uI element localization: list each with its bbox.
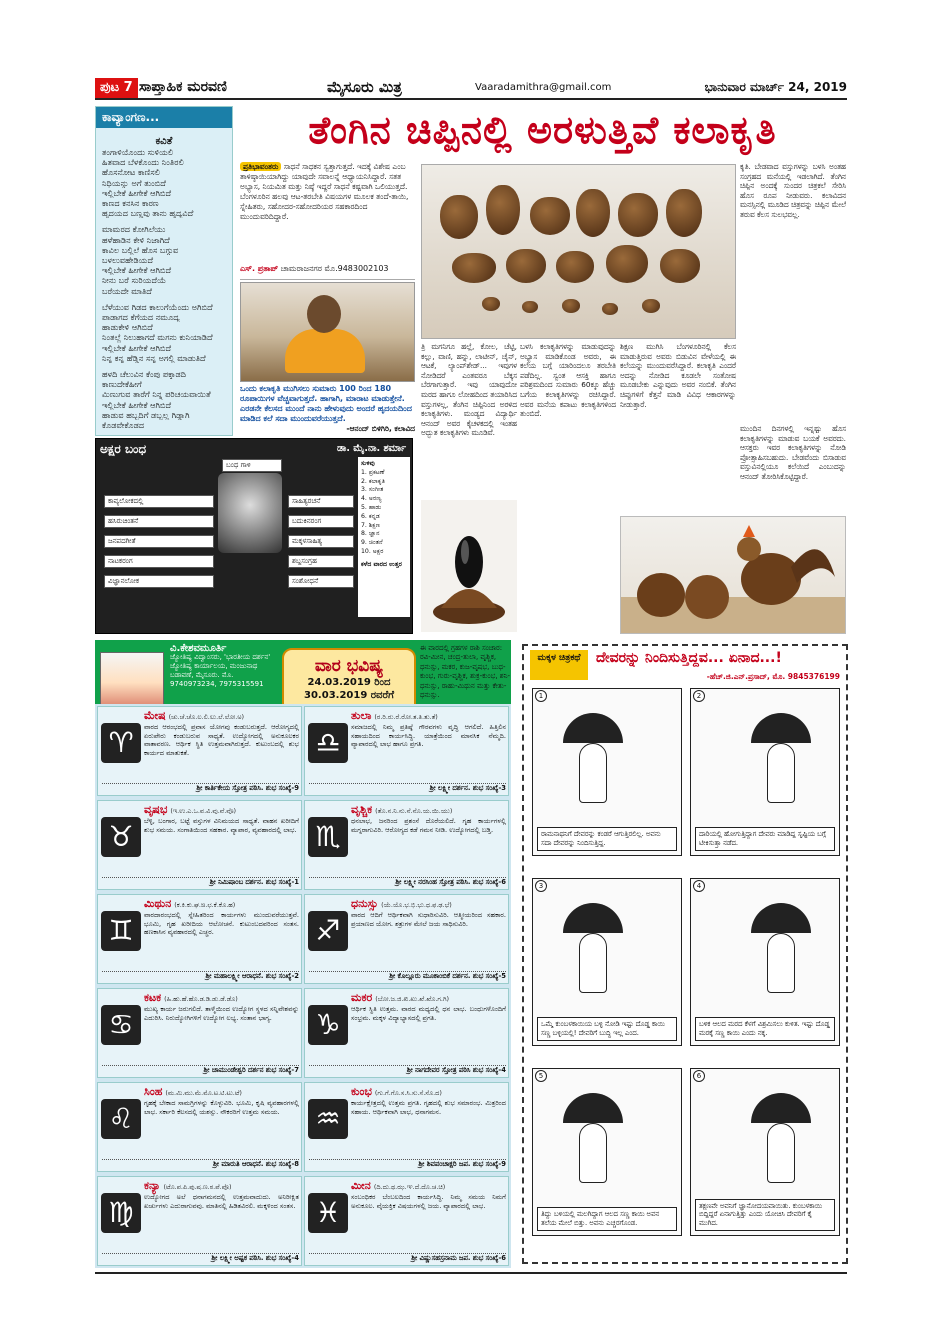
zodiac-letters: (ಬೋ.ಜ.ಜಿ.ಖಿ.ಖು.ಖೆ.ಖೊ.ಗ.ಗಿ): [375, 995, 450, 1003]
article-column-4: ಕೃತಿ. ಬೇಡವಾದ ವಸ್ತುಗಳನ್ನು ಬಳಸಿ ಅಂತಹ ಸಂಗ್ರಹದ ಮನೆಯಲ್ಲಿ ಇಡಲಾಗಿದೆ. ತೆಂಗಿನ ಚಿಪ್ಪಿನ ಅಂದಕ್ಕೆ ಸುಂದರ ಚಿತ್ರಕಲೆ ಸೇರಿಸಿ ಹೊಸ ರೂಪ ನೀಡುವರು. ಕಲಾವಿದನ ಮನಸ್ಸಿನಲ್ಲಿ ಮೂಡಿದ ಚಿತ್ರವನ್ನು ಚಿಪ್ಪಿನ ಮೇಲೆ ತರುವ ಕೆಲಸ ಸುಲಭವಲ್ಲ.: [740, 162, 846, 219]
zodiac-symbol-icon: ♏: [308, 817, 348, 857]
zodiac-prediction: ಸಂಬಂಧಿಕರ ಬೆಂಬಲದಿಂದ ಕಾರ್ಯಸಿದ್ಧಿ. ನಿಮ್ಮ ಸಮಯ ನಿಮಗೆ ಅನುಕೂಲ. ವೈಯಕ್ತಿಕ ವಿಷಯಗಳಲ್ಲಿ ಜಯ. ವ್ಯಾಪಾರದಲ್ಲಿ ಲಾಭ.: [351, 1193, 506, 1210]
issue-date: ಭಾನುವಾರ ಮಾರ್ಚ್ 24, 2019: [704, 80, 847, 94]
panel-number: 4: [693, 880, 705, 892]
poem-line: ಹಳೆಹಾಡಿನ ಕೇಳಿ ನಿಜಾಗಿದೆ: [102, 234, 170, 245]
astrologer-details: ಜ್ಯೋತಿಷ್ಯ ವಿದ್ವಾಂಸರು, 'ಭಾರತೀಯ ದರ್ಶನ' ಜ್ಯೋತಿಷ್ಯ ಕಾರ್ಯಾಲಯ, ಮಂಜುನಾಥ ಬಡಾವಣೆ, ಮೈಸೂರು. ಮೊ. 9740973234, 7975315591: [170, 653, 271, 688]
zodiac-prediction: ಧನಲಾಭ, ಜನರಿಂದ ಪ್ರಶಂಸೆ ದೊರೆಯಲಿದೆ. ಗೃಹ ಕಾರ್ಯಗಳಲ್ಲಿ ಮಗ್ನರಾಗುವಿರಿ. ಆರೋಗ್ಯದ ಕಡೆ ಗಮನ ನೀಡಿ. ಉದ್ಯೋಗದಲ್ಲಿ ಬಡ್ತಿ.: [351, 817, 506, 834]
umbrella-icon: [563, 903, 623, 933]
poem-line: ಕಾಣುದೇಕೆಹೀಗೆ: [102, 379, 142, 390]
puzzle-clue: 10. ಅಕ್ಷರ: [361, 547, 384, 555]
zodiac-name: ಕಟಕ (ಹಿ.ಹು.ಹೆ.ಹೊ.ಡ.ಡಿ.ಡು.ಡೆ.ಡೊ): [144, 991, 238, 1004]
puzzle-cell[interactable]: ಮಕ್ಕಳಸಾಹಿತ್ಯ: [288, 535, 354, 548]
poem-line: ಇಲ್ಲಿಬೇಕೆ ಹೀಗೇಕೆ ಆಗಿಬಿದೆ: [102, 187, 172, 198]
zodiac-card: [97, 1082, 302, 1172]
zodiac-remedy: ಶ್ರೀ ನಾಗದೇವರ ಸ್ತೋತ್ರ ಪಠಿಸಿ ಶುಭ ಸಂಖ್ಯೆ-4: [309, 1065, 506, 1075]
zodiac-prediction: ಗೃಹಕ್ಕೆ ಬೇಕಾದ ಸಾಮಗ್ರಿಗಳನ್ನು ಕೊಳ್ಳುವಿರಿ. ಭೂಮಿ, ಕೃಷಿ ವ್ಯವಹಾರಗಳಲ್ಲಿ ಲಾಭ. ಸರ್ಕಾರಿ ಕೆಲಸದಲ್ಲಿ ಯಶಸ್ಸು. ನೌಕರರಿಗೆ ಉತ್ತಮ ಸಮಯ.: [144, 1099, 299, 1116]
zodiac-symbol-icon: ♌: [101, 1099, 141, 1139]
puzzle-clue: 6. ಕನ್ನಡ: [361, 512, 380, 520]
zodiac-card: [97, 706, 302, 796]
panel-caption: ತಿದ್ದು ಬಳಿಯಲ್ಲಿ ಮಲಗಿದ್ದಾಗ ಆಲದ ಸಣ್ಣ ಕಾಯಿ ಅವನ ತಲೆಯ ಮೇಲೆ ಬಿತ್ತು. ಅವನು ಎಚ್ಚರಗೊಂಡ.: [537, 1207, 677, 1231]
zodiac-card: [97, 800, 302, 890]
zodiac-letters: (ಗು.ಗೆ.ಗೊ.ಸ.ಸಿ.ಸು.ಸೆ.ಸೊ.ದ): [374, 1089, 442, 1097]
zodiac-letters: (ಟೊ.ಪ.ಪಿ.ಪು.ಷ.ಣ.ಠ.ಪೆ.ಪೊ): [163, 1183, 232, 1191]
article-column-1: ತ್ರಿ ಮಗನಿಗೂ ಹಲ್ಲೆ, ಕೋಲ, ಚೆಟ್ಟಿ, ಕಲ್ಲು, ವಾಣಿ, ಹನ್ನು, ಲಾಟೀನ್, ಚೈನ್, ಆಟಕೆ, ಲ್ಯಾಂಪ್‌ಶೇಡ್... ಇವುಗಳ ನೋಡಿದರೆ ಎಂತವರೂ ಬೆಕ್ಕಸ ಬೆರಗಾಗುತ್ತಾರೆ. ಇವು ಯಾವುದೋ ಮರದ ಹಾಗೂ ಲೋಹದಿಂದ ತಯಾರಿಸಿದ ವಸ್ತುಗಳಲ್ಲ, ತೆಂಗಿನ ಚಿಪ್ಪಿನಿಂದ ಅರಳಿದ ಕಲಾಕೃತಿಗಳು. ಮಂಡ್ಯದ ವಿದ್ಯಾರ್ಥಿ ಆನಂದ್ ಅವರ ಕೈಚಳಕದಲ್ಲಿ ಇಂತಹ ಅದ್ಭುತ ಕಲಾಕೃತಿಗಳು ಮೂಡಿವೆ.: [421, 342, 517, 438]
page-number: ಪುಟ 7: [95, 78, 138, 98]
panel-caption: ದಾರಿಯಲ್ಲಿ ಹೋಗುತ್ತಿದ್ದಾಗ ದೇವರು ಮಾಡಿದ್ದ ಸೃಷ್ಟಿಯ ಬಗ್ಗೆ ಟೀಕಿಸುತ್ತಾ ನಡೆದ.: [695, 827, 835, 851]
poem-line: ನೀನು ಬರೆ ಸುರಿಯದೆಯೆ: [102, 275, 167, 286]
quote-author: -ಆನಂದ್ ಬಿಳಿಗಿರಿ, ಕಲಾವಿದ: [346, 424, 415, 433]
umbrella-icon: [751, 903, 811, 933]
artist-quote: [240, 384, 415, 436]
puzzle-cell[interactable]: ಬದುಕಿನರಂಗ: [288, 515, 354, 528]
umbrella-icon: [751, 713, 811, 743]
puzzle-clue: 8. ಜ್ಞಾನ: [361, 530, 380, 538]
comic-title: ದೇವರನ್ನು ನಿಂದಿಸುತ್ತಿದ್ದವ... ಏನಾದ...!: [596, 650, 782, 666]
poem-line: ಇಲ್ಲಿಬೇಕೆ ಹೀಗೇಕೆ ಆಗಿಬಿದೆ: [102, 342, 172, 353]
rooster-craft-photo: [620, 516, 846, 634]
poem-line: ಬಳಲುವಹೇಡಿಯದೆ: [102, 255, 154, 266]
puzzle-cell[interactable]: ಸಾಹಿತ್ಯರಚನೆ: [288, 495, 354, 508]
horoscope-date-from: 24.03.2019 ರಿಂದ: [307, 677, 391, 688]
panel-caption: ಬಳಿಕ ಆಲದ ಮರದ ಕೆಳಗೆ ವಿಶ್ರಮಿಸಲು ಕುಳಿತ. ಇಷ್ಟು ದೊಡ್ಡ ಮರಕ್ಕೆ ಸಣ್ಣ ಕಾಯಿ ಎಂದು ನಕ್ಕ.: [695, 1017, 835, 1041]
puzzle-clue: 9. ಚಿಂತನೆ: [361, 539, 383, 547]
comic-panel: [532, 1068, 682, 1236]
artist-photo: [240, 282, 415, 382]
zodiac-prediction: ವಾರದ ಆದಿಗೆ ಆರ್ಥಿಕವಾಗಿ ಸುಧಾರಿಸುವಿರಿ. ಆತ್ಮೀಯರಿಂದ ಸಹಕಾರ. ಪ್ರಯಾಣದ ಯೋಗ. ಶತ್ರುಗಳ ಮೇಲೆ ಜಯ ಸಾಧಿಸುವಿರಿ.: [351, 911, 506, 928]
umbrella-icon: [563, 713, 623, 743]
comic-panel: [690, 878, 840, 1046]
panel-caption: ರಾಮನಾಥನಿಗೆ ದೇವರನ್ನು ಕಂಡರೆ ಆಗುತ್ತಿರಲಿಲ್ಲ. ಅವನು ಸದಾ ದೇವರನ್ನು ನಿಂದಿಸುತ್ತಿದ್ದ.: [537, 827, 677, 851]
zodiac-prediction: ಕಾರ್ಯಕ್ಷೇತ್ರದಲ್ಲಿ ಉತ್ತಮ ಪ್ರಗತಿ. ಗೃಹದಲ್ಲಿ ಶುಭ ಸಮಾರಂಭ. ಮಿತ್ರರಿಂದ ಸಹಾಯ. ಆರ್ಥಿಕವಾಗಿ ಲಾಭ, ಧನಾಗಮನ.: [351, 1099, 506, 1116]
poem-section-title: ಕಾವ್ಯಾಂಗಣ...: [96, 107, 232, 128]
zodiac-symbol-icon: ♐: [308, 911, 348, 951]
puzzle-title: ಅಕ್ಷರ ಬಂಧ: [100, 442, 147, 456]
puzzle-cell[interactable]: ಸಂಶೋಧನೆ: [288, 575, 354, 588]
zodiac-remedy: ಶ್ರೀ ಲಕ್ಷ್ಮೀ ನರಸಿಂಹ ಸ್ತೋತ್ರ ಪಠಿಸಿ. ಶುಭ ಸಂಖ್ಯೆ-6: [309, 877, 506, 887]
puzzle-cell[interactable]: ಹಸಿರುಚಿಂತನೆ: [104, 515, 214, 528]
poem-box: [95, 106, 233, 436]
puzzle-clue: ಸುಳಿವು: [361, 460, 375, 467]
man-figure-icon: [767, 743, 795, 803]
word-puzzle: [95, 438, 413, 634]
puzzle-clue: 2. ಕಲಾಕೃತಿ: [361, 477, 386, 485]
zodiac-prediction: ವಾರದಾರಂಭದಲ್ಲಿ ಸ್ನೇಹಿತರಿಂದ ಕಾರ್ಯಗಳು ಮುಂದುವರೆಯುತ್ತವೆ. ಭೂಮಿ, ಗೃಹ ಖರೀದಿಯ ಆಲೋಚನೆ. ಕುಟುಂಬದವರಿಂದ ಸಂತಸ. ಹಣಕಾಸಿನ ವ್ಯವಹಾರದಲ್ಲಿ ಎಚ್ಚರ.: [144, 911, 299, 937]
zodiac-remedy: ಶ್ರೀ ಲಕ್ಷ್ಮೀ ಅಷ್ಟಕ ಪಠಿಸಿ. ಶುಭ ಸಂಖ್ಯೆ-4: [102, 1253, 299, 1263]
zodiac-remedy: ಶ್ರೀ ಮಾರುತಿ ಆರಾಧನೆ. ಶುಭ ಸಂಖ್ಯೆ-8: [102, 1159, 299, 1169]
puzzle-author: ಡಾ. ಮೈ.ನಾ. ಶರ್ಮಾ: [336, 443, 406, 454]
puzzle-cell[interactable]: ಶಬ್ದಸಂಗ್ರಹ: [288, 555, 354, 568]
poem-line: ಹಾಡುವ ಹಬ್ಬದಿಗೆ ಡಬ್ಬಲ್ಲ ಗಿಡ್ಡಾಗಿ: [102, 409, 190, 420]
zodiac-name: ಮೀನ (ದಿ.ದು.ಥ.ಝ.ಞ.ದೆ.ದೊ.ಚ.ಚಿ): [351, 1179, 446, 1192]
zodiac-prediction: ವಾರದ ಆರಂಭದಲ್ಲಿ ಪ್ರವಾಸ ಯೋಗವು ಕಂಡುಬರುತ್ತದೆ. ಆರೋಗ್ಯದಲ್ಲಿ ಏರುಪೇರು ಕಂಡುಬರುವ ಸಾಧ್ಯತೆ. ಉದ್ಯೋಗದಲ್ಲಿ ಅನುಕೂಲಕರ ವಾತಾವರಣ. ಆರ್ಥಿಕ ಸ್ಥಿತಿ ಉತ್ತಮವಾಗಿರುತ್ತದೆ. ಕುಟುಂಬದಲ್ಲಿ ಶುಭ ಕಾರ್ಯದ ಮಾತುಕತೆ.: [144, 723, 299, 757]
man-figure-icon: [579, 933, 607, 993]
planet-transit-note: ಈ ವಾರದಲ್ಲಿ ಗ್ರಹಗಳ ರಾಶಿ ಸಂಚಾರ: ರವಿ-ಮೀನ, ಚಂದ್ರ-ತುಲಾ, ವೃಶ್ಚಿಕ, ಧನುಸ್ಸು, ಮಕರ, ಕುಜ-ವೃಷಭ, ಬುಧ-ಕುಂಭ, ಗುರು-ವೃಶ್ಚಿಕ, ಶುಕ್ರ-ಕುಂಭ, ಶನಿ-ಧನುಸ್ಸು, ರಾಹು-ಮಿಥುನ ಮತ್ತು ಕೇತು-ಧನುಸ್ಸು.: [420, 644, 511, 700]
puzzle-cell[interactable]: ಬಂಧ ಗಾಳಿ: [222, 459, 282, 472]
zodiac-card: [304, 706, 509, 796]
zodiac-name: ಕನ್ಯಾ (ಟೊ.ಪ.ಪಿ.ಪು.ಷ.ಣ.ಠ.ಪೆ.ಪೊ): [144, 1179, 232, 1192]
zodiac-card: [97, 988, 302, 1078]
zodiac-symbol-icon: ♈: [101, 723, 141, 763]
poem-line: ನಿನ್ನ ಕನ್ನ ಹೆಡ್ಡಿನ ಸನ್ನ ಅಗಲ್ಲಿ ಮಾಡುತಿದೆ: [102, 352, 206, 363]
byline-place: ಚಾಮರಾಜನಗರ ಮೊ.9483002103: [280, 264, 389, 273]
intro-text: ಸಾಧನೆ ಸಾಧಕನ ಸ್ವತ್ತಾಗುತ್ತದೆ. ಇದಕ್ಕೆ ವಿಶೇಷ ಎಂಬ ತಾಳಿಷ್ಠಾಯಿಯಾಗಿದ್ದು ಯಾವುದೇ ಸವಾಲನ್ನೆ ಆಧ್ಯಾಯನಿಸಿದ್ದಾರೆ. ಸತತ ಅಭ್ಯಾಸ, ನಿಯಮಿತ ಮತ್ತು ನಿಷ್ಠೆ ಇದ್ದರೆ ಸಾಧನೆ ಕಷ್ಟವಾಗಿ ಒಲಿಯುತ್ತದೆ. ಬೆಂಗಳೂರಿನ ಹಲವು ಆಟ-ತರಬೇತಿ ವಿಷಯಗಳ ಮೂಲಕ ತಂದೆ-ತಾಯಿ, ಸ್ನೇಹಿತರು, ಸಹೋದರ-ಸಹೋದರಿಯರ ಸಹಕಾರದಿಂದ ಮುಂದುವರಿದಿದ್ದಾರೆ.: [240, 162, 409, 221]
comic-label: ಮಕ್ಕಳ ಚಿತ್ರಕಥೆ: [530, 650, 588, 680]
zodiac-prediction: ಸಮಾಜದಲ್ಲಿ ನಿಮ್ಮ ಪ್ರತಿಷ್ಠೆ ಗೌರವಗಳು ವೃದ್ಧಿ ಆಗಲಿದೆ. ಹಿತ್ತಿಲಿನ ಸಹಾಯದಿಂದ ಕಾರ್ಯಸಿದ್ಧಿ. ಯಾತ್ರೆಯಿಂದ ಮಾನಸಿಕ ನೆಮ್ಮದಿ. ವ್ಯಾಪಾರದಲ್ಲಿ ಲಾಭ ಹಾಗೂ ಪ್ರಗತಿ.: [351, 723, 506, 749]
poem-line: ಇಲ್ಲಿಬೇಕೆ ಹೀಗೇಕೆ ಆಗಿಬಿದೆ: [102, 399, 172, 410]
poem-line: ಹಾಡುಕೇಳಿ ಆಗಿಬಿದೆ: [102, 322, 153, 333]
panel-number: 2: [693, 690, 705, 702]
poem-line: ನಿಂತಲ್ಲೆ ನಿಲುಹಾಗದೆ ಮಗನು ಕುನಿಯಾಡಿದೆ: [102, 332, 213, 343]
section-name: ಸಾಪ್ತಾಹಿಕ ಮರವಣಿ: [139, 79, 227, 95]
zodiac-name: ವೃಶ್ಚಿಕ (ತೊ.ನ.ನಿ.ನು.ನೆ.ನೊ.ಯ.ಯಿ.ಯು): [351, 803, 453, 816]
comic-panel: [532, 878, 682, 1046]
zodiac-letters: (ದಿ.ದು.ಥ.ಝ.ಞ.ದೆ.ದೊ.ಚ.ಚಿ): [373, 1183, 446, 1191]
article-byline: [240, 264, 415, 280]
astrologer-name: ವಿ.ಕೇಶವಮೂರ್ತಿ: [170, 643, 227, 654]
zodiac-remedy: ಶ್ರೀ ಚಾಮುಂಡೇಶ್ವರಿ ದರ್ಶನ ಶುಭ ಸಂಖ್ಯೆ-7: [102, 1065, 299, 1075]
puzzle-footer: ಕಳೆದ ವಾರದ ಉತ್ತರ: [361, 560, 402, 568]
zodiac-prediction: ಆರ್ಥಿಕ ಸ್ಥಿತಿ ಉತ್ತಮ. ವಾರದ ಮಧ್ಯದಲ್ಲಿ ಧನ ಲಾಭ. ಬಂಧುಗಳೊಂದಿಗೆ ಸಂಭ್ರಮ. ಮಕ್ಕಳ ವಿದ್ಯಾಭ್ಯಾಸದಲ್ಲಿ ಪ್ರಗತಿ.: [351, 1005, 506, 1022]
zodiac-name: ಮಕರ (ಬೋ.ಜ.ಜಿ.ಖಿ.ಖು.ಖೆ.ಖೊ.ಗ.ಗಿ): [351, 991, 450, 1004]
zodiac-name: ಧನುಸ್ಸು (ಯೆ.ಯೊ.ಭ.ಭಿ.ಭು.ಧ.ಫ.ಢ.ಭೆ): [351, 897, 452, 910]
zodiac-remedy: ಶ್ರೀ ಮಹಾಲಕ್ಷ್ಮೀ ಆರಾಧನೆ. ಶುಭ ಸಂಖ್ಯೆ-2: [102, 971, 299, 981]
zodiac-letters: (ತೊ.ನ.ನಿ.ನು.ನೆ.ನೊ.ಯ.ಯಿ.ಯು): [375, 807, 453, 815]
comic-author: -ಹೆಚ್.ಜಿ.ಎನ್.ಪ್ರಸಾದ್, ಮೊ. 9845376199: [706, 672, 840, 681]
zodiac-name: ಸಿಂಹ (ಮ.ಮಿ.ಮು.ಮೆ.ಮೊ.ಟ.ಟಿ.ಟು.ಟೆ): [144, 1085, 242, 1098]
poem-line: ಕಾವಿಲ ಬಲ್ಲಿಲೆ ಹೊಸ ಬಗ್ಗುವ: [102, 244, 179, 255]
lamp-craft-photo: [421, 500, 517, 632]
zodiac-letters: (ಕ.ಕಿ.ಕು.ಘ.ಙ.ಛ.ಕೆ.ಕೊ.ಹ): [174, 901, 236, 909]
man-figure-icon: [579, 743, 607, 803]
zodiac-letters: (ಇ.ಉ.ಎ.ಒ.ವ.ವಿ.ವು.ವೆ.ವೊ): [170, 807, 237, 815]
poem-line: ಬೆಳೆಯುವ ಗಿಡದ ಕಾಲುಗೆಯೆಂದು ಅಗಿಬಿದೆ: [102, 301, 213, 312]
zodiac-prediction: ಮುಖ್ಯ ಕಾರ್ಯ ಜರುಗಲಿದೆ. ತಾಳ್ಮೆಯಿಂದ ಉದ್ಯೋಗ ಸ್ಥಳದ ಸನ್ನಿವೇಶವನ್ನು ಎದುರಿಸಿ. ನಿರುದ್ಯೋಗಿಗಳಿಗೆ ಉದ್ಯೋಗ ಲಭ್ಯ. ಸಂತಾನ ಭಾಗ್ಯ.: [144, 1005, 299, 1022]
kids-comic-strip: [522, 644, 848, 1264]
zodiac-card: [97, 1176, 302, 1266]
zodiac-grid: [95, 704, 511, 1268]
zodiac-symbol-icon: ♊: [101, 911, 141, 951]
zodiac-prediction: ಬೆಳ್ಳಿ, ಬಂಗಾರ, ಬಟ್ಟೆ ವಸ್ತುಗಳ ವಿನಿಮಯದ ಸಾಧ್ಯತೆ. ವಾಹನ ಖರೀದಿಗೆ ಶುಭ ಸಮಯ. ಸಂಗಾತಿಯಿಂದ ಸಹಕಾರ. ವ್ಯಾಪಾರ, ವ್ಯವಹಾರದಲ್ಲಿ ಲಾಭ.: [144, 817, 299, 834]
article-column-5: ಮುಂದಿನ ದಿನಗಳಲ್ಲಿ ಇನ್ನಷ್ಟು ಹೊಸ ಕಲಾಕೃತಿಗಳನ್ನು ಮಾಡುವ ಬಯಕೆ ಅವರದು. ಆಸಕ್ತರು ಇವರ ಕಲಾಕೃತಿಗಳನ್ನು ನೋಡಿ ಪ್ರೋತ್ಸಾಹಿಸಬಹುದು. ಬೇಡವೆಂದು ಬಿಸಾಡುವ ವಸ್ತುವಿನಲ್ಲಿಯೂ ಕಲೆಯಿದೆ ಎಂಬುದನ್ನು ಆನಂದ್ ತೋರಿಸಿಕೊಟ್ಟಿದ್ದಾರೆ.: [740, 424, 846, 481]
puzzle-clue: 7. ಶಿಕ್ಷಣ: [361, 521, 381, 529]
poem-line: ಇಲ್ಲಿಬೇಕೆ ಹೀಗೇಕೆ ಆಗಿಬಿದೆ: [102, 265, 172, 276]
intro-tag: ಪ್ರತಿಭಾವಂತರು: [240, 162, 281, 171]
puzzle-clue: 3. ಸಂಗೀತ: [361, 486, 384, 494]
zodiac-name: ಮೇಷ (ಚು.ಚೆ.ಚೊ.ಲ.ಲಿ.ಲು.ಲೆ.ಲೋ.ಅ): [144, 709, 245, 722]
panel-number: 6: [693, 1070, 705, 1082]
zodiac-symbol-icon: ♍: [101, 1193, 141, 1233]
horoscope-date-to: 30.03.2019 ರವರೆಗೆ: [304, 690, 394, 701]
zodiac-letters: (ಯೆ.ಯೊ.ಭ.ಭಿ.ಭು.ಧ.ಫ.ಢ.ಭೆ): [381, 901, 452, 909]
zodiac-remedy: ಶ್ರೀ ಕೊಲ್ಲೂರು ಮೂಕಾಂಬಿಕೆ ದರ್ಶನ. ಶುಭ ಸಂಖ್ಯೆ-5: [309, 971, 506, 981]
zodiac-remedy: ಶ್ರೀ ಲಕ್ಷ್ಮೀ ದರ್ಶನ. ಶುಭ ಸಂಖ್ಯೆ-3: [309, 783, 506, 793]
zodiac-symbol-icon: ♉: [101, 817, 141, 857]
zodiac-prediction: ಉದ್ಯೋಗದ ಅಲೆ ಧನಾಗಮನದಲ್ಲಿ ಉತ್ತಮವಾದುದು. ಅನಿರೀಕ್ಷಿತ ಖರ್ಚುಗಳು ಎದುರಾಗುವವು. ಮಾತಿನಲ್ಲಿ ಹಿಡಿತವಿರಲಿ. ಮಕ್ಕಳಿಂದ ಸಂತಸ.: [144, 1193, 299, 1210]
poem-line: ಹೊಸನೋಟ ಕಾಣಿಸಲಿ: [102, 167, 160, 178]
puzzle-cell[interactable]: ಕಾವ್ಯಲೋಕದಲ್ಲಿ: [104, 495, 214, 508]
puzzle-clue: 5. ಹಾಡು: [361, 503, 382, 511]
article-intro: [240, 162, 415, 262]
poem-line: ತಂಗಾಳಿಯೊಂದು ಸುಳಿಯಲಿ: [102, 147, 174, 157]
zodiac-card: [304, 894, 509, 984]
puzzle-clue: 1. ಪ್ರಕಟಣೆ: [361, 468, 385, 476]
zodiac-symbol-icon: ♋: [101, 1005, 141, 1045]
zodiac-remedy: ಶ್ರೀ ನಿಮಿಷಾಂಬ ದರ್ಶನ. ಶುಭ ಸಂಖ್ಯೆ-1: [102, 877, 299, 887]
poem-line: ಪಾಡಾಗದ ಕೆಗೆಯದ ನಮೂದ್ಯ: [102, 312, 180, 323]
panel-caption: ಒಮ್ಮೆ ಕುಂಬಳಕಾಯಿಯ ಬಳ್ಳಿ ನೋಡಿ ಇಷ್ಟು ದೊಡ್ಡ ಕಾಯಿ ಸಣ್ಣ ಬಳ್ಳಿಯಲ್ಲಿ! ದೇವರಿಗೆ ಬುದ್ಧಿ ಇಲ್ಲ ಎಂದ.: [537, 1017, 677, 1041]
email-address[interactable]: Vaaradamithra@gmail.com: [475, 82, 612, 93]
poem-line: ಕಾಣದ ಕನಸಿನ ಕಾರಣ: [102, 198, 159, 209]
zodiac-name: ತುಲಾ (ರ.ರಿ.ರು.ರೆ.ರೋ.ತ.ತಿ.ತು.ತೆ): [351, 709, 438, 722]
zodiac-card: [304, 1082, 509, 1172]
footer-rule: [95, 1272, 847, 1274]
zodiac-letters: (ಚು.ಚೆ.ಚೊ.ಲ.ಲಿ.ಲು.ಲೆ.ಲೋ.ಅ): [168, 713, 245, 721]
comic-panel: [690, 688, 840, 856]
poem-line: ಬರೆಯದೇ ಮಾತಿದೆ: [102, 285, 152, 296]
article-column-2: ಬಳಸಿ ಕಲಾಕೃತಿಗಳನ್ನು ಮಾಡುವುದನ್ನು ಅಭ್ಯಾಸ ಮಾಡಿಕೊಂಡ ಅವರು, ಈ ಕಲೆಯ ಬಗ್ಗೆ ಯಾರಿಂದಲೂ ತರಬೇತಿ ಪಡೆದಿಲ್ಲ. ಸ್ವಂತ ಆಸಕ್ತಿ ಹಾಗೂ ಪರಿಶ್ರಮದಿಂದ ಸುಮಾರು 60ಕ್ಕೂ ಹೆಚ್ಚು ಬಗೆಯ ಕಲಾಕೃತಿಗಳನ್ನು ರಚಿಸಿದ್ದಾರೆ. ಅವರ ಮನೆಯ ಕಪಾಟು ಕಲಾಕೃತಿಗಳಿಂದ ತುಂಬಿದೆ.: [520, 342, 616, 419]
article-headline: ತೆಂಗಿನ ಚಿಪ್ಪಿನಲ್ಲಿ ಅರಳುತ್ತಿವೆ ಕಲಾಕೃತಿ: [308, 108, 777, 152]
puzzle-cell[interactable]: ವಿಜ್ಞಾನಲೋಕ: [104, 575, 214, 588]
zodiac-symbol-icon: ♑: [308, 1005, 348, 1045]
umbrella-icon: [751, 1093, 811, 1123]
zodiac-letters: (ಮ.ಮಿ.ಮು.ಮೆ.ಮೊ.ಟ.ಟಿ.ಟು.ಟೆ): [165, 1089, 242, 1097]
man-figure-icon: [767, 933, 795, 993]
zodiac-symbol-icon: ♒: [308, 1099, 348, 1139]
puzzle-clue: 4. ಅರಣ್ಯ: [361, 495, 382, 503]
zodiac-symbol-icon: ♎: [308, 723, 348, 763]
puzzle-cell[interactable]: ನಾಟಕರಂಗ: [104, 555, 214, 568]
zodiac-remedy: ಶ್ರೀ ಕಾರ್ತಿಕೇಯ ಸ್ತೋತ್ರ ಪಠಿಸಿ. ಶುಭ ಸಂಖ್ಯೆ-9: [102, 783, 299, 793]
panel-number: 5: [535, 1070, 547, 1082]
man-figure-icon: [579, 1123, 607, 1183]
zodiac-card: [304, 988, 509, 1078]
zodiac-letters: (ಹಿ.ಹು.ಹೆ.ಹೊ.ಡ.ಡಿ.ಡು.ಡೆ.ಡೊ): [164, 995, 238, 1003]
man-figure-icon: [767, 1123, 795, 1183]
poem-line: ನಿಧಿಯನ್ನು ಅಗೆ ತುಂಬಿದೆ: [102, 177, 166, 188]
poem-title: ಕವಿತೆ: [155, 136, 173, 147]
zodiac-name: ಕುಂಭ (ಗು.ಗೆ.ಗೊ.ಸ.ಸಿ.ಸು.ಸೆ.ಸೊ.ದ): [351, 1085, 442, 1098]
puzzle-emblem-icon: [218, 473, 282, 553]
zodiac-card: [304, 1176, 509, 1266]
zodiac-letters: (ರ.ರಿ.ರು.ರೆ.ರೋ.ತ.ತಿ.ತು.ತೆ): [374, 713, 438, 721]
zodiac-name: ಮಿಥುನ (ಕ.ಕಿ.ಕು.ಘ.ಙ.ಛ.ಕೆ.ಕೊ.ಹ): [144, 897, 236, 910]
panel-number: 3: [535, 880, 547, 892]
puzzle-clues: [358, 457, 410, 617]
poem-line: ಮಿಣುಗುವ ತಾರೆಗೆ ನಿನ್ನ ಪರಿಚಯವಾಯಿತೆ: [102, 389, 211, 400]
poem-line: ಕೊಡವೇಕೊಡದ: [102, 420, 145, 431]
poem-line: ಮಾಮರದ ಕೋಗಿಲೆಯು: [102, 224, 166, 235]
zodiac-name: ವೃಷಭ (ಇ.ಉ.ಎ.ಒ.ವ.ವಿ.ವು.ವೆ.ವೊ): [144, 803, 237, 816]
puzzle-cell[interactable]: ಜನಪದಗೀತೆ: [104, 535, 214, 548]
quote-text: ಒಂದು ಕಲಾಕೃತಿ ಮುಗಿಸಲು ಸುಮಾರು 100 ರಿಂದ 180 ರೂಪಾಯಿಗಳ ವೆಚ್ಚವಾಗುತ್ತದೆ. ಹಾಗಾಗಿ, ಮಾರಾಟ ಮಾಡುತ್ತೇನೆ. ಎರಡನೇ ಕೆಲಸದ ಮುಂದೆ ನಾನು ಹೇಳುವುದು ಅಂದರೆ ಹೃದಯದಿಂದ ಮಾಡಿದ ಕಲೆ ಸದಾ ಮುಂದುವರೆಯುತ್ತದೆ.: [240, 384, 412, 423]
byline-name: ಎಸ್. ಪ್ರತಾಪ್: [240, 264, 279, 273]
zodiac-remedy: ಶ್ರೀ ಶಿವಪಂಚಾಕ್ಷರಿ ಜಪ. ಶುಭ ಸಂಖ್ಯೆ-9: [309, 1159, 506, 1169]
poem-line: ಹಳದಿ ಚೆಲುವಿನ ಕೆಂಪು ಪಕ್ಕಾಡದಿ: [102, 369, 187, 380]
poem-body: [96, 147, 232, 436]
zodiac-card: [304, 800, 509, 890]
poem-line: ಹಿತವಾದ ಬೆಳಕೊಂದು ನಿಂತಿರಲಿ: [102, 157, 184, 168]
poem-line: ಹೃದಯದ ಬಣ್ಣವು ತಾನು ಹೃದ್ಯವಿದೆ: [102, 208, 194, 219]
panel-caption: ತಕ್ಷಣವೇ ಅವನಿಗೆ ಜ್ಞಾನೋದಯವಾಯಿತು. ಕುಂಬಳಕಾಯಿ ಬಿದ್ದಿದ್ದರೆ ಏನಾಗುತ್ತಿತ್ತು ಎಂದು ಯೋಚಿಸಿ ದೇವರಿಗೆ ಕೈ ಮುಗಿದ.: [695, 1199, 835, 1231]
zodiac-remedy: ಶ್ರೀ ವಿಷ್ಣುಸಹಸ್ರನಾಮ ಜಪ. ಶುಭ ಸಂಖ್ಯೆ-6: [309, 1253, 506, 1263]
zodiac-symbol-icon: ♓: [308, 1193, 348, 1233]
umbrella-icon: [563, 1093, 623, 1123]
panel-number: 1: [535, 690, 547, 702]
comic-panel: [690, 1068, 840, 1236]
comic-panel: [532, 688, 682, 856]
horoscope-title: ವಾರ ಭವಿಷ್ಯ: [314, 656, 384, 676]
masthead: ಮೈಸೂರು ಮಿತ್ರ: [327, 78, 402, 96]
page-header: [95, 78, 847, 100]
coconut-shell-crafts-photo: [421, 164, 736, 339]
article-column-3: ಶಿಕ್ಷಣ ಮುಗಿಸಿ ಬೆಂಗಳೂರಿನಲ್ಲಿ ಕೆಲಸ ಮಾಡುತ್ತಿರುವ ಅವರು ಬಿಡುವಿನ ವೇಳೆಯಲ್ಲಿ ಈ ಕಲೆಯನ್ನು ಮುಂದುವರೆಸಿದ್ದಾರೆ. ಕಲಾಕೃತಿ ಎಂದರೆ ಅದನ್ನು ನೋಡಿದ ಕೂಡಲೇ ಸಂತೋಷ ಮೂಡಬೇಕು ಎನ್ನುವುದು ಅವರ ನಂಬಿಕೆ. ತೆಂಗಿನ ಚಿಪ್ಪುಗಳಿಗೆ ಕೆತ್ತನೆ ಮಾಡಿ ವಿವಿಧ ಆಕಾರಗಳನ್ನು ನೀಡುತ್ತಾರೆ.: [620, 342, 736, 409]
zodiac-card: [97, 894, 302, 984]
